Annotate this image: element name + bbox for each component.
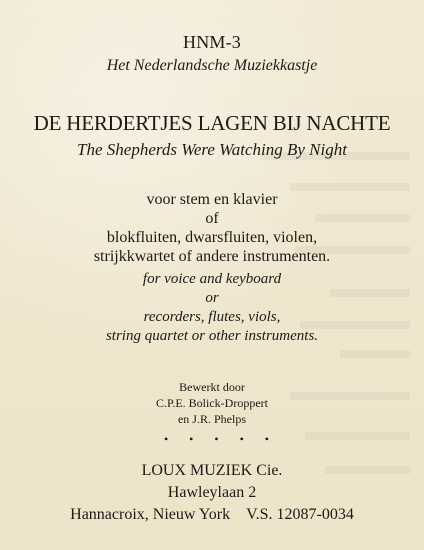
dot-separator [0,432,424,446]
page-subtitle [0,139,424,160]
credits-line: C.P.E. Bolick-Droppert [156,396,268,410]
series-code-text: HNM-3 [183,32,241,52]
publisher-name: LOUX MUZIEK Cie. [141,462,283,479]
page-title [0,110,424,136]
series-name-text: Het Nederlandsche Muziekkastje [106,57,318,74]
instrumentation-dutch-line: voor stem en klavier [146,191,278,208]
instrumentation-english-line: or [205,290,219,306]
dot-separator-text: • • • • • [163,432,278,446]
credits-line: en J.R. Phelps [177,412,246,426]
publisher-postal: V.S. 12087-0034 [246,506,354,523]
publisher-street: Hawleylaan 2 [167,484,257,501]
page-title-text: DE HERDERTJES LAGEN BIJ NACHTE [33,111,391,135]
instrumentation-dutch-line: of [205,210,219,227]
credits-line: Bewerkt door [179,380,245,394]
publisher-city: Hannacroix, Nieuw York [70,506,231,523]
bleed-through-mark [340,350,410,358]
publisher-block [0,460,424,526]
arranger-credits [0,379,424,427]
instrumentation-english-line: for voice and keyboard [142,271,282,287]
series-code [0,31,424,53]
instrumentation-english-line: recorders, flutes, viols, [143,309,281,325]
publisher-city-line [0,504,424,526]
instrumentation-dutch [0,190,424,266]
series-name [0,56,424,76]
instrumentation-english-line: string quartet or other instruments. [105,328,319,344]
page-subtitle-text: The Shepherds Were Watching By Night [77,140,347,159]
instrumentation-dutch-line: blokfluiten, dwarsfluiten, violen, [106,229,318,246]
instrumentation-english [0,270,424,346]
instrumentation-dutch-line: strijkkwartet of andere instrumenten. [93,248,331,265]
